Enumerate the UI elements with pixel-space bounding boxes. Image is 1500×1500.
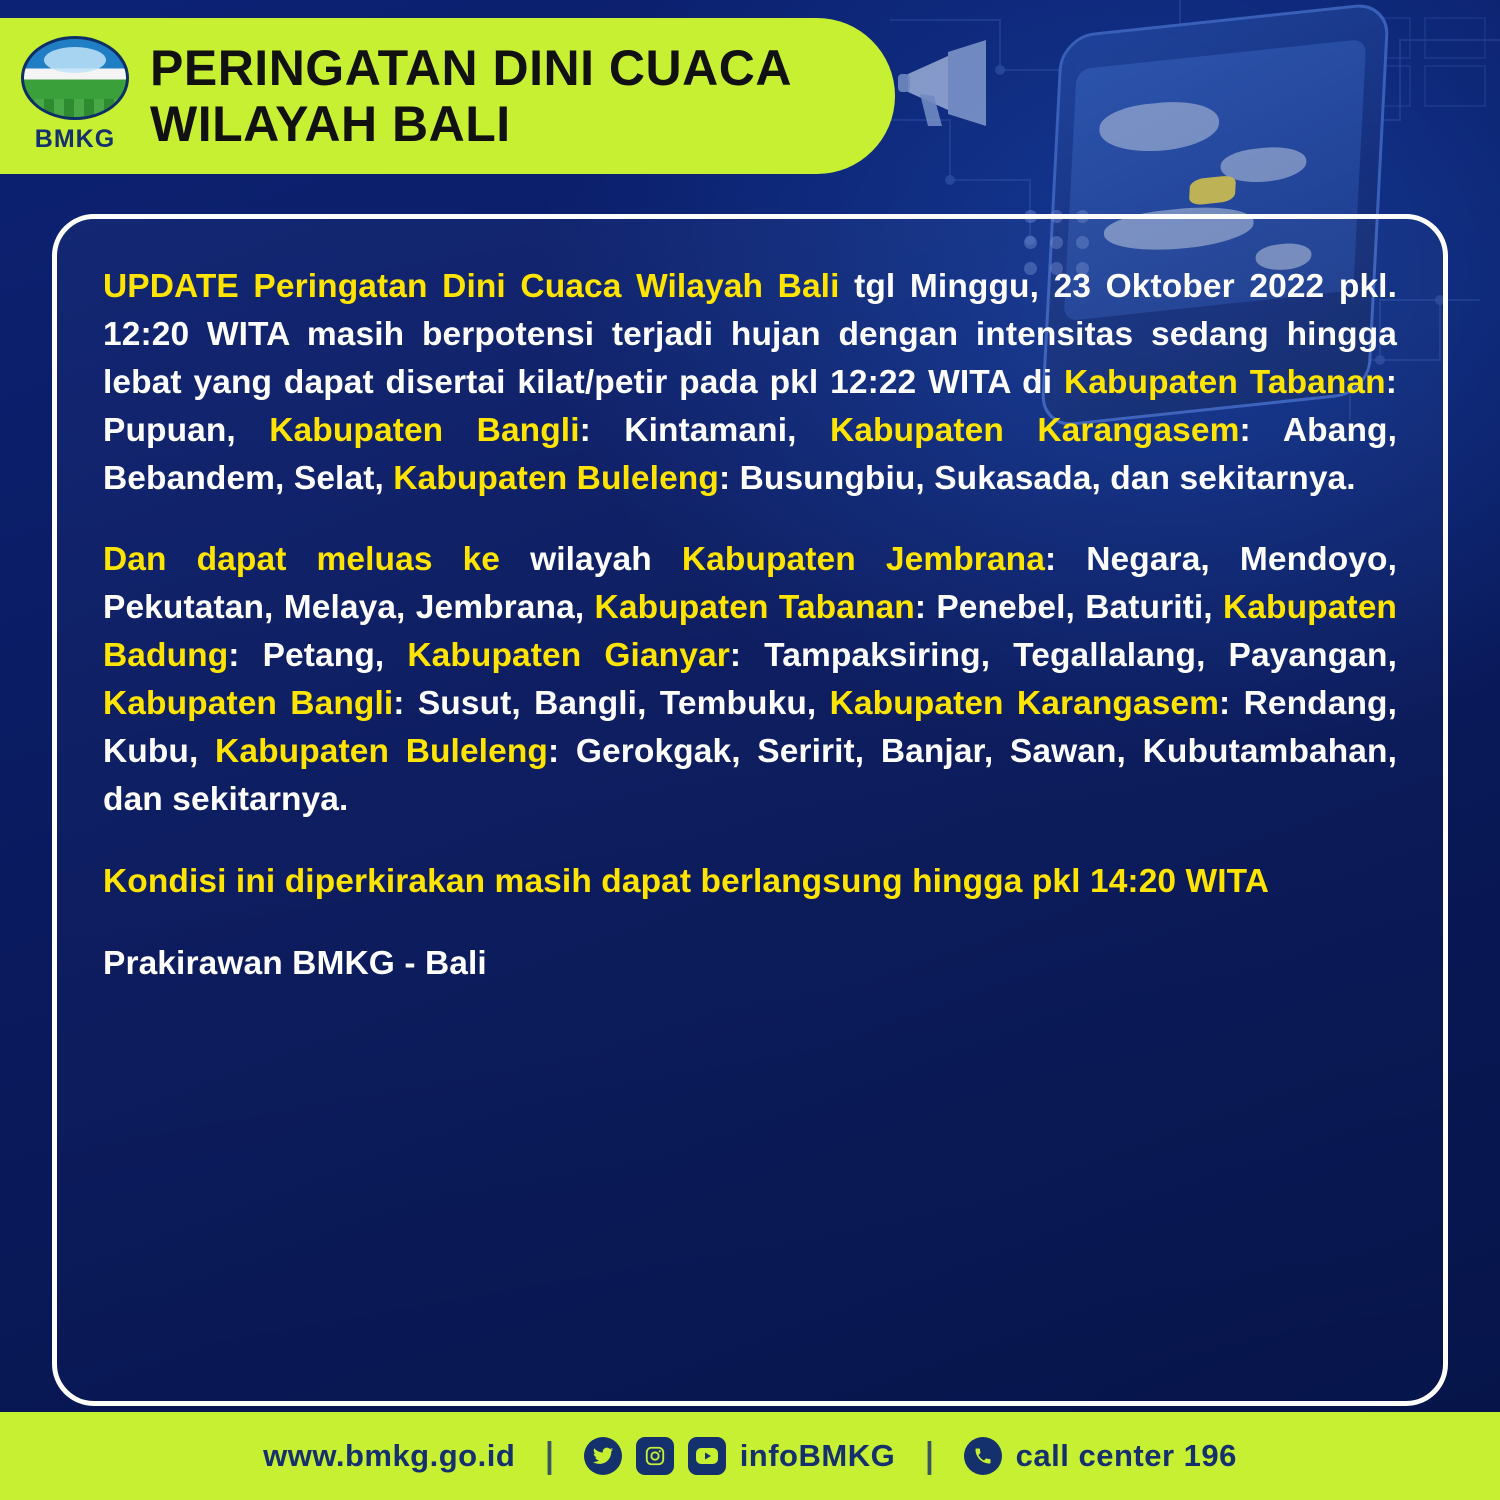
warning-body xyxy=(103,263,1397,988)
body-text-run: tgl Minggu, 23 Oktober 2022 pkl. 12:20 WITA masih berpotensi terjadi hujan dengan intensitas sedang hingga lebat yang dapat disertai kilat/petir pada pkl 12:22 WITA di xyxy=(103,268,1397,401)
highlighted-text: Kabupaten Tabanan xyxy=(1063,363,1386,401)
body-text-run: : Busungbiu, Sukasada, dan sekitarnya. xyxy=(718,459,1356,497)
highlighted-text: Kabupaten Karangasem xyxy=(829,685,1220,723)
youtube-icon[interactable] xyxy=(688,1437,726,1475)
body-text-run: : Tampaksiring, Tegallalang, Payangan, xyxy=(729,637,1397,675)
call-center xyxy=(964,1437,1237,1475)
highlighted-text: Kabupaten Tabanan xyxy=(594,589,915,627)
body-text-run: : Negara, Mendoyo, Pekutatan, Melaya, Jembrana, xyxy=(103,541,1397,627)
body-text-run: : Abang, Bebandem, Selat, xyxy=(103,411,1397,497)
footer-separator-right: | xyxy=(923,1436,936,1476)
body-text-run: : Rendang, Kubu, xyxy=(103,685,1398,771)
social-handle[interactable]: infoBMKG xyxy=(739,1438,896,1473)
website-link[interactable]: www.bmkg.go.id xyxy=(263,1438,516,1473)
paragraph-duration: Kondisi ini diperkirakan masih dapat berlangsung hingga pkl 14:20 WITA xyxy=(103,862,1270,900)
page-title-line1: PERINGATAN DINI CUACA xyxy=(150,40,792,96)
signature: Prakirawan BMKG - Bali xyxy=(103,944,487,982)
highlighted-text: Kabupaten Buleleng xyxy=(215,733,548,771)
bmkg-logo-text: BMKG xyxy=(34,125,116,153)
body-text-run: : Susut, Bangli, Tembuku, xyxy=(393,685,830,723)
highlighted-text: Kabupaten Gianyar xyxy=(407,637,730,675)
body-text-run: : Petang, xyxy=(228,637,408,675)
highlighted-text: Kabupaten Bangli xyxy=(269,411,580,449)
footer-separator-left: | xyxy=(543,1436,556,1476)
highlighted-text: Kabupaten Karangasem xyxy=(829,411,1240,449)
twitter-icon[interactable] xyxy=(584,1437,622,1475)
page-title-line2: WILAYAH BALI xyxy=(150,96,511,152)
highlighted-text: Kabupaten Buleleng xyxy=(393,459,719,497)
body-text-run: : Pupuan, xyxy=(103,363,1397,449)
highlighted-text: Kabupaten Bangli xyxy=(103,685,394,723)
highlighted-text: Dan dapat meluas ke xyxy=(103,541,501,579)
social-links xyxy=(584,1437,896,1475)
body-text-run: : Penebel, Baturiti, xyxy=(914,589,1223,627)
highlighted-text: Kabupaten Jembrana xyxy=(681,541,1045,579)
page-title xyxy=(150,40,822,152)
highlighted-text: Kabupaten Badung xyxy=(103,589,1397,675)
header-banner xyxy=(0,18,895,174)
footer-bar xyxy=(0,1412,1500,1500)
megaphone-icon xyxy=(890,34,1010,130)
paragraph-1 xyxy=(103,263,1397,502)
highlighted-text: UPDATE Peringatan Dini Cuaca Wilayah Bali xyxy=(103,268,840,305)
warning-card xyxy=(52,214,1448,1406)
body-text-run: wilayah xyxy=(500,541,682,579)
phone-icon xyxy=(964,1437,1002,1475)
bmkg-emblem-icon xyxy=(21,36,129,120)
body-text-run: : Kintamani, xyxy=(579,411,830,449)
body-text-run: : Gerokgak, Seririt, Banjar, Sawan, Kubutambahan, dan sekitarnya. xyxy=(103,733,1398,818)
call-center-text: call center 196 xyxy=(1015,1438,1237,1473)
instagram-icon[interactable] xyxy=(636,1437,674,1475)
bmkg-logo xyxy=(0,18,150,174)
paragraph-2 xyxy=(103,536,1397,823)
